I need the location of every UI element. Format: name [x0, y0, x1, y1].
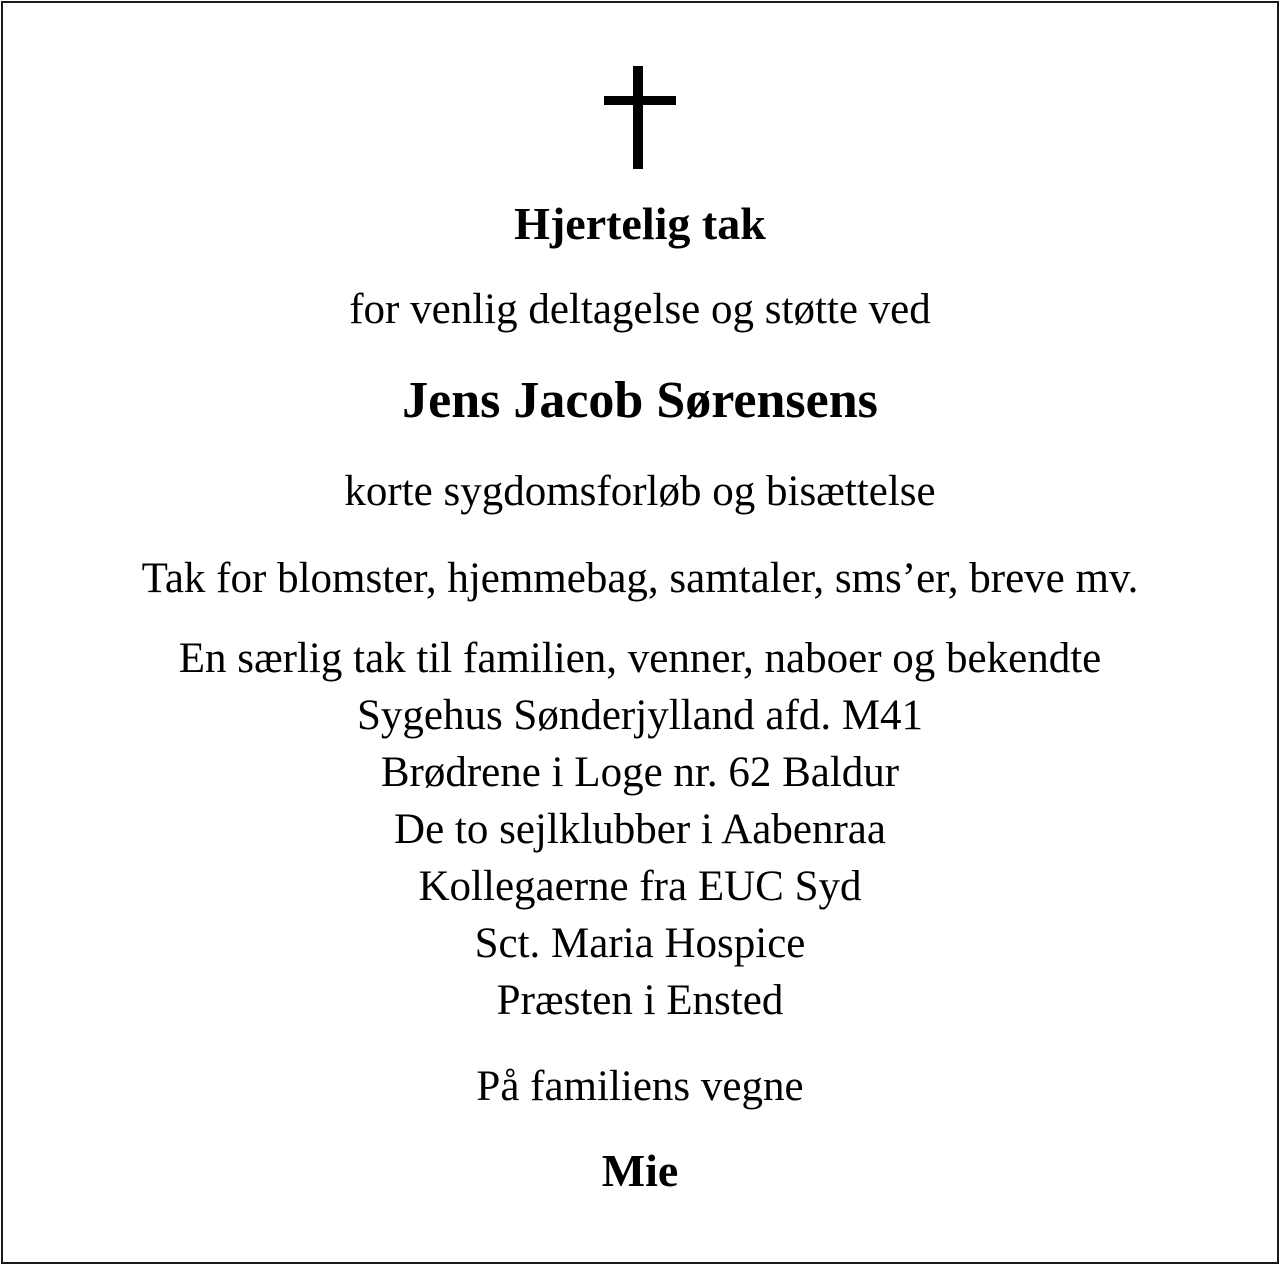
heading: Hjertelig tak [514, 198, 766, 249]
general-thanks: Tak for blomster, hjemmebag, samtaler, sms’er, breve mv. [141, 555, 1139, 602]
on-behalf-text: På familiens vegne [476, 1063, 804, 1110]
special-thanks-line: Brødrene i Loge nr. 62 Baldur [380, 749, 900, 796]
context-text: korte sygdomsforløb og bisættelse [344, 468, 936, 515]
special-thanks-line: En særlig tak til familien, venner, naboer og bekendte [178, 635, 1102, 682]
signature: Mie [601, 1145, 679, 1196]
special-thanks-line: Kollegaerne fra EUC Syd [418, 863, 862, 910]
intro-text: for venlig deltagelse og støtte ved [349, 286, 931, 333]
special-thanks-line: Præsten i Ensted [496, 977, 784, 1024]
deceased-name: Jens Jacob Sørensens [402, 372, 878, 429]
special-thanks-line: Sct. Maria Hospice [474, 920, 806, 967]
special-thanks-line: Sygehus Sønderjylland afd. M41 [356, 692, 924, 739]
special-thanks-line: De to sejlklubber i Aabenraa [394, 806, 886, 853]
